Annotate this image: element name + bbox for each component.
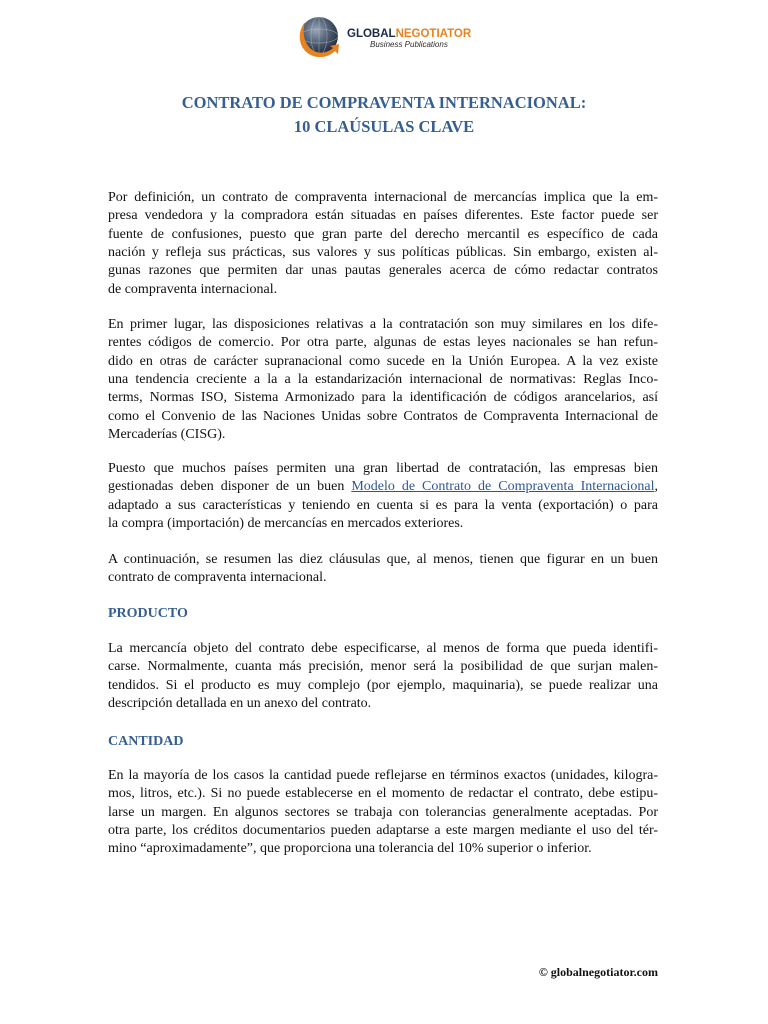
paragraph-producto <box>108 640 658 713</box>
text-line: de compraventa internacional. <box>108 281 278 297</box>
text-line <box>108 478 658 496</box>
text-line: carse. Normalmente, cuanta más precisión, menor será la posibilidad de que surjan malen- <box>108 659 658 675</box>
paragraph-cantidad <box>108 767 658 859</box>
text-line: nación y refleja sus prácticas, sus valores y sus políticas públicas. Sin embargo, existen al- <box>108 245 658 261</box>
logo <box>294 13 484 61</box>
brand-tagline: Business Publications <box>370 40 448 49</box>
text-line: Por definición, un contrato de compraventa internacional de mercancías implica que la em- <box>108 190 658 205</box>
text-line: contrato de compraventa internacional. <box>108 570 327 586</box>
text-line: A continuación, se resumen las diez cláusulas que, al menos, tienen que figurar en un buen <box>108 552 658 567</box>
contract-model-link[interactable]: Modelo de Contrato de Compraventa Internacional <box>351 479 655 495</box>
text-line: En la mayoría de los casos la cantidad puede reflejarse en términos exactos (unidades, kilogra- <box>108 768 658 783</box>
text-line: rentes códigos de comercio. Por otra parte, algunas de estas leyes nacionales se han refun- <box>108 335 658 351</box>
text-line: una tendencia creciente a la a la estandarización internacional de normativas: Reglas Inco- <box>108 372 658 388</box>
globe-icon <box>295 14 341 60</box>
section-heading-producto: PRODUCTO <box>108 606 188 621</box>
paragraph-intro-3 <box>108 460 658 533</box>
text-line: como el Convenio de las Naciones Unidas sobre Contratos de Compraventa Internacional de <box>108 408 658 424</box>
text-line: gunas razones que permiten dar unas pautas generales acerca de cómo redactar contratos <box>108 263 658 279</box>
text-line: Puesto que muchos países permiten una gran libertad de contratación, las empresas bien <box>108 461 658 476</box>
text-line: Mercaderías (CISG). <box>108 427 226 443</box>
paragraph-intro-2 <box>108 316 658 444</box>
text-line: presa vendedora y la compradora están situadas en países diferentes. Este factor puede ser <box>108 208 658 224</box>
paragraph-intro-1 <box>108 189 658 299</box>
title-line-1: CONTRATO DE COMPRAVENTA INTERNACIONAL: <box>181 93 587 112</box>
title-line-2: 10 CLAÚSULAS CLAVE <box>293 117 475 136</box>
text-line: fuente de confusiones, puesto que gran parte del derecho mercantil es específico de cada <box>108 226 658 242</box>
text-segment: gestionadas deben disponer de un buen <box>108 479 352 495</box>
text-line: La mercancía objeto del contrato debe especificarse, al menos de forma que pueda identifi- <box>108 641 658 656</box>
text-line: mos, litros, etc.). Si no puede establecerse en el momento de redactar el contrato, debe estipu- <box>108 786 658 802</box>
footer-copyright: © globalnegotiator.com <box>538 965 658 979</box>
text-line: adaptado a sus características y teniendo en cuenta si es para la venta (exportación) o para <box>108 497 658 513</box>
text-line: En primer lugar, las disposiciones relativas a la contratación son muy similares en los dife- <box>108 317 658 332</box>
brand-name-part1: GLOBAL <box>347 28 396 40</box>
text-line: descripción detallada en un anexo del contrato. <box>108 696 372 712</box>
text-line: otra parte, los créditos documentarios pueden adaptarse a este margen mediante el uso del tér- <box>108 823 658 839</box>
paragraph-intro-4 <box>108 551 658 588</box>
text-line: mino “aproximadamente”, que proporciona una tolerancia del 10% superior o inferior. <box>108 841 592 857</box>
document-title <box>0 91 768 139</box>
text-line: dido en otras de carácter supranacional como sucede en la Unión Europea. A la vez existe <box>108 353 658 369</box>
text-line: tendidos. Si el producto es muy complejo (por ejemplo, maquinaria), se puede realizar una <box>108 677 658 693</box>
text-line: terms, Normas ISO, Sistema Armonizado para la identificación de códigos arancelarios, así <box>108 390 658 406</box>
section-heading-cantidad: CANTIDAD <box>108 734 184 749</box>
text-line: la compra (importación) de mercancías en mercados exteriores. <box>108 516 464 532</box>
text-segment: , <box>654 479 658 495</box>
brand-name-part2: NEGOTIATOR <box>395 28 472 40</box>
text-line: larse un margen. En algunos sectores se trabaja con tolerancias generalmente aceptadas. Por <box>108 804 658 820</box>
